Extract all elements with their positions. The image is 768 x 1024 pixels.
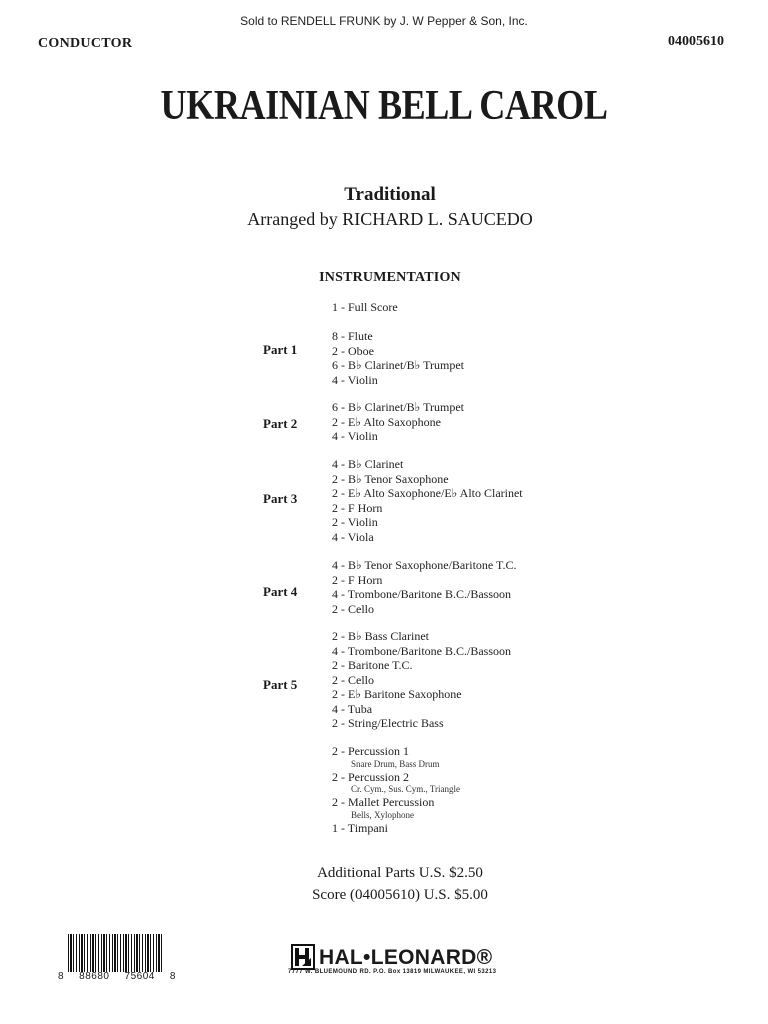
list-item: 4 - Violin bbox=[332, 372, 378, 387]
publisher-address: 7777 W. BLUEMOUND RD. P.O. Box 13819 MILWAUKEE, WI 53213 bbox=[288, 969, 497, 975]
arranger: Arranged by RICHARD L. SAUCEDO bbox=[247, 209, 533, 229]
barcode-digit-group: 75604 bbox=[124, 971, 155, 982]
list-item: 4 - Tuba bbox=[332, 701, 373, 716]
list-item: 1 - Full Score bbox=[332, 300, 398, 314]
list-item: 2 - Cello bbox=[332, 672, 374, 687]
barcode-digits bbox=[58, 971, 176, 982]
instrumentation-heading: INSTRUMENTATION bbox=[319, 270, 461, 285]
part-4-label: Part 4 bbox=[263, 584, 298, 599]
list-item: 2 - E♭ Alto Saxophone/E♭ Alto Clarinet bbox=[332, 486, 523, 500]
list-item: 2 - Percussion 2 bbox=[332, 769, 409, 784]
percussion-list bbox=[332, 744, 632, 835]
part-5-label: Part 5 bbox=[263, 677, 298, 692]
part-4-list bbox=[332, 558, 632, 616]
conductor-label: CONDUCTOR bbox=[38, 36, 133, 51]
full-score-list bbox=[332, 300, 632, 315]
barcode-bars bbox=[68, 934, 164, 972]
list-item: 2 - Percussion 1 bbox=[332, 744, 409, 758]
additional-parts-price: Additional Parts U.S. $2.50 bbox=[317, 865, 483, 881]
part-1-label: Part 1 bbox=[263, 342, 298, 357]
list-item: 2 - E♭ Alto Saxophone bbox=[332, 414, 441, 429]
list-item: 1 - Timpani bbox=[332, 820, 389, 835]
sold-to-notice: Sold to RENDELL FRUNK by J. W Pepper & Son, Inc. bbox=[240, 14, 528, 28]
list-item: 4 - Violin bbox=[332, 429, 378, 443]
barcode-digit-group: 88680 bbox=[79, 971, 110, 982]
list-item-detail: Bells, Xylophone bbox=[351, 809, 414, 820]
list-item: 2 - Mallet Percussion bbox=[332, 795, 435, 809]
list-item: 4 - Trombone/Baritone B.C./Bassoon bbox=[332, 643, 512, 658]
list-item: 4 - B♭ Tenor Saxophone/Baritone T.C. bbox=[332, 558, 517, 572]
list-item-detail: Cr. Cym., Sus. Cym., Triangle bbox=[351, 784, 461, 794]
part-3-list bbox=[332, 457, 632, 544]
list-item: 2 - B♭ Tenor Saxophone bbox=[332, 471, 449, 486]
part-3-label: Part 3 bbox=[263, 491, 298, 506]
pricing bbox=[0, 862, 768, 906]
list-item: 2 - Cello bbox=[332, 601, 374, 616]
logo-mark-icon bbox=[291, 944, 315, 970]
list-item: 4 - Trombone/Baritone B.C./Bassoon bbox=[332, 587, 512, 601]
list-item: 2 - Oboe bbox=[332, 343, 374, 358]
part-5-list bbox=[332, 629, 632, 731]
list-item: 2 - Baritone T.C. bbox=[332, 658, 413, 672]
list-item: 8 - Flute bbox=[332, 329, 373, 343]
barcode-digit-group: 8 bbox=[169, 971, 176, 982]
page-title: UKRAINIAN BELL CAROL bbox=[160, 83, 608, 129]
part-2-label: Part 2 bbox=[263, 416, 298, 431]
list-item: 2 - E♭ Baritone Saxophone bbox=[332, 687, 462, 701]
list-item: 6 - B♭ Clarinet/B♭ Trumpet bbox=[332, 400, 464, 414]
score-price: Score (04005610) U.S. $5.00 bbox=[312, 887, 488, 903]
list-item: 2 - F Horn bbox=[332, 572, 383, 587]
list-item-detail: Snare Drum, Bass Drum bbox=[351, 758, 440, 769]
barcode-digit-group: 8 bbox=[58, 971, 65, 982]
barcode bbox=[58, 934, 176, 986]
catalog-number: 04005610 bbox=[668, 34, 724, 49]
composer: Traditional bbox=[344, 184, 436, 205]
list-item: 6 - B♭ Clarinet/B♭ Trumpet bbox=[332, 358, 464, 372]
list-item: 2 - B♭ Bass Clarinet bbox=[332, 629, 429, 643]
list-item: 4 - Viola bbox=[332, 529, 374, 544]
list-item: 2 - String/Electric Bass bbox=[332, 716, 444, 730]
list-item: 2 - F Horn bbox=[332, 500, 383, 515]
part-2-list bbox=[332, 400, 632, 444]
publisher-name: HAL•LEONARD® bbox=[319, 946, 493, 969]
list-item: 2 - Violin bbox=[332, 515, 378, 529]
list-item: 4 - B♭ Clarinet bbox=[332, 457, 404, 471]
part-1-list bbox=[332, 329, 632, 387]
